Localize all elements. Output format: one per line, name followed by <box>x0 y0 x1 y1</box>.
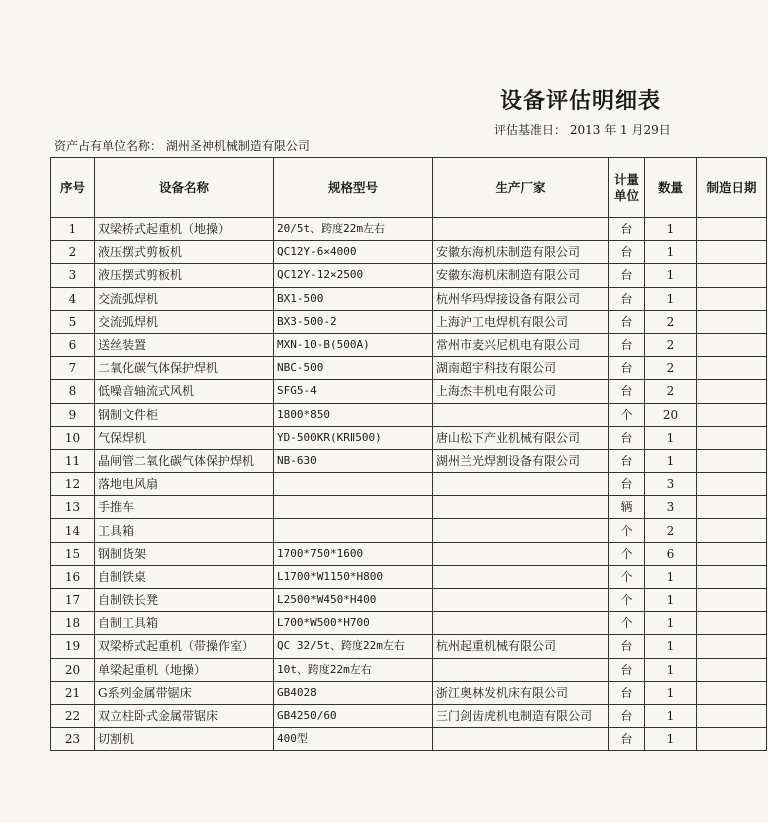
cell-qty: 1 <box>645 728 697 751</box>
table-row <box>51 704 767 727</box>
cell-spec: NB-630 <box>274 449 433 472</box>
base-date-label: 评估基准日： <box>494 123 567 137</box>
cell-no: 16 <box>51 565 95 588</box>
table-row <box>51 658 767 681</box>
cell-qty: 1 <box>645 704 697 727</box>
cell-date <box>697 542 767 565</box>
cell-no: 20 <box>51 658 95 681</box>
cell-spec: BX3-500-2 <box>274 310 433 333</box>
cell-maker <box>433 612 609 635</box>
owner-unit <box>54 137 310 154</box>
table-header-row <box>51 158 767 218</box>
cell-no: 17 <box>51 589 95 612</box>
cell-maker: 三门剑齿虎机电制造有限公司 <box>433 704 609 727</box>
cell-qty: 1 <box>645 565 697 588</box>
cell-qty: 2 <box>645 357 697 380</box>
table-row <box>51 519 767 542</box>
page-title: 设备评估明细表 <box>500 89 662 114</box>
cell-maker <box>433 473 609 496</box>
cell-maker: 安徽东海机床制造有限公司 <box>433 241 609 264</box>
cell-maker <box>433 496 609 519</box>
cell-unit: 辆 <box>609 496 645 519</box>
cell-date <box>697 704 767 727</box>
table-row <box>51 287 767 310</box>
cell-name: 钢制货架 <box>95 542 274 565</box>
table-row <box>51 333 767 356</box>
table-row <box>51 357 767 380</box>
base-date <box>494 121 671 138</box>
cell-name: 气保焊机 <box>95 426 274 449</box>
cell-maker: 湖南超宇科技有限公司 <box>433 357 609 380</box>
cell-name: 自制铁长凳 <box>95 589 274 612</box>
cell-date <box>697 496 767 519</box>
header-name: 设备名称 <box>95 158 274 218</box>
cell-unit: 台 <box>609 658 645 681</box>
cell-spec: 10t、跨度22m左右 <box>274 658 433 681</box>
cell-no: 19 <box>51 635 95 658</box>
cell-no: 21 <box>51 681 95 704</box>
cell-date <box>697 264 767 287</box>
base-date-value: 2013 年 1 月29日 <box>569 123 671 137</box>
cell-maker <box>433 589 609 612</box>
table-row <box>51 218 767 241</box>
cell-unit: 个 <box>609 612 645 635</box>
table-row <box>51 380 767 403</box>
cell-qty: 1 <box>645 426 697 449</box>
table-row <box>51 264 767 287</box>
cell-date <box>697 565 767 588</box>
cell-unit: 台 <box>609 287 645 310</box>
cell-no: 1 <box>51 218 95 241</box>
cell-name: 低噪音轴流式风机 <box>95 380 274 403</box>
cell-qty: 1 <box>645 589 697 612</box>
cell-name: 手推车 <box>95 496 274 519</box>
cell-name: 切割机 <box>95 728 274 751</box>
cell-unit: 台 <box>609 380 645 403</box>
cell-date <box>697 681 767 704</box>
cell-qty: 2 <box>645 519 697 542</box>
cell-name: 双梁桥式起重机（带操作室） <box>95 635 274 658</box>
header-no: 序号 <box>51 158 95 218</box>
cell-unit: 台 <box>609 218 645 241</box>
cell-qty: 1 <box>645 449 697 472</box>
cell-maker <box>433 403 609 426</box>
cell-no: 10 <box>51 426 95 449</box>
cell-date <box>697 589 767 612</box>
table-row <box>51 310 767 333</box>
cell-date <box>697 380 767 403</box>
cell-date <box>697 357 767 380</box>
cell-no: 11 <box>51 449 95 472</box>
cell-qty: 2 <box>645 333 697 356</box>
cell-spec: MXN-10-B(500A) <box>274 333 433 356</box>
cell-unit: 台 <box>609 357 645 380</box>
cell-spec: L1700*W1150*H800 <box>274 565 433 588</box>
cell-date <box>697 519 767 542</box>
cell-name: 液压摆式剪板机 <box>95 264 274 287</box>
table-row <box>51 496 767 519</box>
cell-date <box>697 287 767 310</box>
cell-no: 12 <box>51 473 95 496</box>
cell-qty: 3 <box>645 473 697 496</box>
equipment-table <box>50 157 767 751</box>
cell-spec <box>274 519 433 542</box>
cell-no: 4 <box>51 287 95 310</box>
cell-qty: 1 <box>645 658 697 681</box>
table-row <box>51 612 767 635</box>
cell-unit: 台 <box>609 241 645 264</box>
cell-name: 送丝装置 <box>95 333 274 356</box>
cell-no: 3 <box>51 264 95 287</box>
cell-qty: 1 <box>645 635 697 658</box>
cell-unit: 个 <box>609 519 645 542</box>
cell-unit: 台 <box>609 681 645 704</box>
cell-no: 13 <box>51 496 95 519</box>
cell-no: 6 <box>51 333 95 356</box>
cell-no: 2 <box>51 241 95 264</box>
cell-date <box>697 658 767 681</box>
cell-name: 钢制文件柜 <box>95 403 274 426</box>
table-row <box>51 426 767 449</box>
cell-spec <box>274 496 433 519</box>
cell-no: 15 <box>51 542 95 565</box>
cell-date <box>697 403 767 426</box>
header-spec: 规格型号 <box>274 158 433 218</box>
cell-spec: 400型 <box>274 728 433 751</box>
cell-spec: GB4250/60 <box>274 704 433 727</box>
cell-spec: SFG5-4 <box>274 380 433 403</box>
cell-name: G系列金属带锯床 <box>95 681 274 704</box>
table-row <box>51 589 767 612</box>
cell-spec: 20/5t、跨度22m左右 <box>274 218 433 241</box>
table-row <box>51 728 767 751</box>
cell-maker: 上海沪工电焊机有限公司 <box>433 310 609 333</box>
cell-name: 自制铁桌 <box>95 565 274 588</box>
cell-qty: 1 <box>645 287 697 310</box>
cell-maker <box>433 565 609 588</box>
cell-maker <box>433 658 609 681</box>
cell-name: 落地电风扇 <box>95 473 274 496</box>
cell-unit: 台 <box>609 635 645 658</box>
cell-unit: 台 <box>609 473 645 496</box>
table-row <box>51 635 767 658</box>
cell-name: 双立柱卧式金属带锯床 <box>95 704 274 727</box>
cell-maker: 湖州兰光焊割设备有限公司 <box>433 449 609 472</box>
cell-spec: 1800*850 <box>274 403 433 426</box>
cell-no: 8 <box>51 380 95 403</box>
cell-name: 工具箱 <box>95 519 274 542</box>
header-date: 制造日期 <box>697 158 767 218</box>
cell-unit: 台 <box>609 728 645 751</box>
cell-date <box>697 333 767 356</box>
cell-spec <box>274 473 433 496</box>
cell-maker <box>433 519 609 542</box>
cell-maker: 安徽东海机床制造有限公司 <box>433 264 609 287</box>
cell-unit: 台 <box>609 704 645 727</box>
cell-name: 液压摆式剪板机 <box>95 241 274 264</box>
cell-maker <box>433 218 609 241</box>
cell-unit: 个 <box>609 565 645 588</box>
cell-spec: L700*W500*H700 <box>274 612 433 635</box>
cell-qty: 1 <box>645 681 697 704</box>
cell-unit: 台 <box>609 310 645 333</box>
cell-maker: 浙江奥林发机床有限公司 <box>433 681 609 704</box>
cell-maker: 上海杰丰机电有限公司 <box>433 380 609 403</box>
cell-no: 22 <box>51 704 95 727</box>
cell-no: 14 <box>51 519 95 542</box>
cell-spec: L2500*W450*H400 <box>274 589 433 612</box>
cell-unit: 个 <box>609 403 645 426</box>
table-row <box>51 473 767 496</box>
cell-name: 自制工具箱 <box>95 612 274 635</box>
cell-unit: 台 <box>609 426 645 449</box>
table-row <box>51 449 767 472</box>
cell-date <box>697 241 767 264</box>
cell-no: 9 <box>51 403 95 426</box>
header-qty: 数量 <box>645 158 697 218</box>
cell-maker <box>433 728 609 751</box>
cell-qty: 1 <box>645 612 697 635</box>
cell-qty: 1 <box>645 264 697 287</box>
cell-qty: 2 <box>645 310 697 333</box>
cell-spec: QC12Y-12×2500 <box>274 264 433 287</box>
table-row <box>51 542 767 565</box>
cell-qty: 20 <box>645 403 697 426</box>
cell-date <box>697 426 767 449</box>
cell-date <box>697 612 767 635</box>
cell-spec: QC 32/5t、跨度22m左右 <box>274 635 433 658</box>
cell-no: 5 <box>51 310 95 333</box>
cell-qty: 3 <box>645 496 697 519</box>
cell-maker: 杭州华玛焊接设备有限公司 <box>433 287 609 310</box>
cell-qty: 1 <box>645 241 697 264</box>
header-unit: 计量单位 <box>609 158 645 218</box>
cell-spec: BX1-500 <box>274 287 433 310</box>
cell-maker: 杭州起重机械有限公司 <box>433 635 609 658</box>
cell-date <box>697 218 767 241</box>
cell-date <box>697 728 767 751</box>
cell-maker: 常州市麦兴尼机电有限公司 <box>433 333 609 356</box>
table-row <box>51 681 767 704</box>
cell-maker <box>433 542 609 565</box>
cell-no: 23 <box>51 728 95 751</box>
cell-unit: 台 <box>609 264 645 287</box>
cell-spec: GB4028 <box>274 681 433 704</box>
cell-name: 交流弧焊机 <box>95 310 274 333</box>
owner-value: 湖州圣神机械制造有限公司 <box>165 139 310 153</box>
cell-name: 双梁桥式起重机（地操） <box>95 218 274 241</box>
cell-spec: QC12Y-6×4000 <box>274 241 433 264</box>
cell-qty: 1 <box>645 218 697 241</box>
cell-date <box>697 635 767 658</box>
cell-name: 二氧化碳气体保护焊机 <box>95 357 274 380</box>
cell-spec: NBC-500 <box>274 357 433 380</box>
cell-maker: 唐山松下产业机械有限公司 <box>433 426 609 449</box>
cell-date <box>697 310 767 333</box>
cell-name: 单梁起重机（地操） <box>95 658 274 681</box>
cell-unit: 个 <box>609 542 645 565</box>
cell-spec: YD-500KR(KRⅡ500) <box>274 426 433 449</box>
cell-spec: 1700*750*1600 <box>274 542 433 565</box>
cell-qty: 2 <box>645 380 697 403</box>
cell-unit: 个 <box>609 589 645 612</box>
header-maker: 生产厂家 <box>433 158 609 218</box>
cell-date <box>697 473 767 496</box>
table-body <box>51 218 767 751</box>
cell-unit: 台 <box>609 333 645 356</box>
cell-name: 晶闸管二氧化碳气体保护焊机 <box>95 449 274 472</box>
cell-unit: 台 <box>609 449 645 472</box>
table-row <box>51 403 767 426</box>
cell-no: 18 <box>51 612 95 635</box>
table-row <box>51 241 767 264</box>
cell-date <box>697 449 767 472</box>
cell-name: 交流弧焊机 <box>95 287 274 310</box>
table-row <box>51 565 767 588</box>
cell-no: 7 <box>51 357 95 380</box>
owner-label: 资产占有单位名称： <box>54 139 163 153</box>
cell-qty: 6 <box>645 542 697 565</box>
